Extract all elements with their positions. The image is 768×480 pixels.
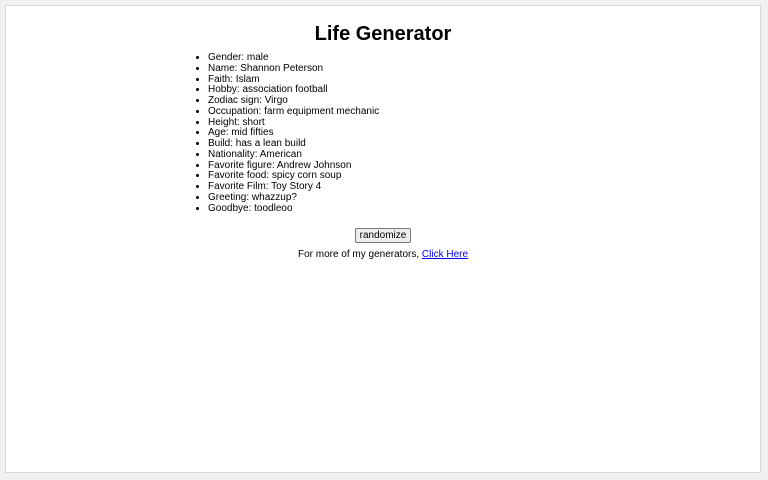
page-frame bbox=[5, 5, 761, 473]
trait-hobby: • Hobby: association football bbox=[208, 85, 379, 96]
trait-occupation: • Occupation: farm equipment mechanic bbox=[208, 107, 379, 118]
page-title: Life Generator bbox=[314, 23, 452, 45]
footer-text: For more of my generators, bbox=[297, 249, 422, 260]
trait-zodiac: • Zodiac sign: Virgo bbox=[208, 96, 379, 107]
trait-nationality: • Nationality: American bbox=[208, 150, 379, 161]
trait-age: • Age: mid fifties bbox=[208, 128, 379, 139]
trait-favorite-food: • Favorite food: spicy corn soup bbox=[208, 171, 379, 182]
button-row bbox=[6, 225, 760, 243]
trait-build: • Build: has a lean build bbox=[208, 139, 379, 150]
trait-greeting: • Greeting: whazzup? bbox=[208, 193, 379, 204]
trait-height: • Height: short bbox=[208, 118, 379, 129]
trait-list bbox=[190, 53, 379, 214]
trait-favorite-figure: • Favorite figure: Andrew Johnson bbox=[208, 161, 379, 172]
trait-name: • Name: Shannon Peterson bbox=[208, 64, 379, 75]
footer bbox=[6, 249, 760, 261]
trait-favorite-film: • Favorite Film: Toy Story 4 bbox=[208, 182, 379, 193]
randomize-button[interactable]: randomize bbox=[355, 228, 412, 243]
more-generators-link[interactable]: Click Here bbox=[421, 249, 469, 260]
trait-gender: • Gender: male bbox=[208, 53, 379, 64]
trait-goodbye: • Goodbye: toodleoo bbox=[208, 204, 379, 215]
trait-faith: • Faith: Islam bbox=[208, 75, 379, 86]
